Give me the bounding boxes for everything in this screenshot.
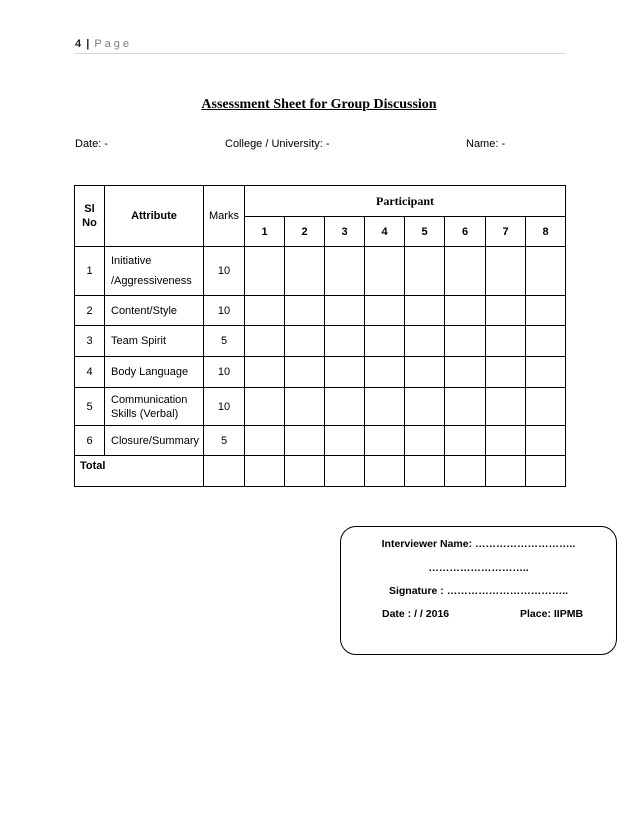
score-cell[interactable] xyxy=(325,388,365,426)
score-cell[interactable] xyxy=(325,247,365,296)
marks-cell: 10 xyxy=(204,357,245,388)
total-score-cell[interactable] xyxy=(325,456,365,487)
col-header-participant: Participant xyxy=(245,186,566,217)
score-cell[interactable] xyxy=(245,357,285,388)
col-header-attribute: Attribute xyxy=(105,186,204,247)
score-cell[interactable] xyxy=(245,326,285,357)
score-cell[interactable] xyxy=(285,296,325,326)
date-field: Date: - xyxy=(75,138,109,150)
marks-cell: 10 xyxy=(204,296,245,326)
score-cell[interactable] xyxy=(445,296,486,326)
marks-cell: 5 xyxy=(204,426,245,456)
attribute-cell: Communication Skills (Verbal) xyxy=(105,388,204,426)
score-cell[interactable] xyxy=(405,357,445,388)
score-cell[interactable] xyxy=(245,247,285,296)
score-cell[interactable] xyxy=(325,357,365,388)
name-field: Name: - xyxy=(466,138,506,150)
score-cell[interactable] xyxy=(245,388,285,426)
score-cell[interactable] xyxy=(325,426,365,456)
participant-number: 2 xyxy=(285,217,325,247)
date-line: Date : / / 2016 xyxy=(382,608,450,620)
total-row xyxy=(75,456,566,487)
score-cell[interactable] xyxy=(526,326,566,357)
score-cell[interactable] xyxy=(365,357,405,388)
score-cell[interactable] xyxy=(365,388,405,426)
score-cell[interactable] xyxy=(486,326,526,357)
score-cell[interactable] xyxy=(365,296,405,326)
score-cell[interactable] xyxy=(526,388,566,426)
score-cell[interactable] xyxy=(405,296,445,326)
participant-number: 7 xyxy=(486,217,526,247)
sl-cell: 4 xyxy=(75,357,105,388)
sl-cell: 3 xyxy=(75,326,105,357)
header-rule xyxy=(74,53,566,54)
score-cell[interactable] xyxy=(365,426,405,456)
interviewer-name-continuation: ……………………….. xyxy=(428,562,529,574)
document-title: Assessment Sheet for Group Discussion xyxy=(201,97,437,112)
participant-number: 6 xyxy=(445,217,486,247)
total-score-cell[interactable] xyxy=(526,456,566,487)
participant-number: 3 xyxy=(325,217,365,247)
score-cell[interactable] xyxy=(486,296,526,326)
total-score-cell[interactable] xyxy=(405,456,445,487)
score-cell[interactable] xyxy=(365,326,405,357)
score-cell[interactable] xyxy=(486,247,526,296)
total-score-cell[interactable] xyxy=(365,456,405,487)
page-header xyxy=(75,38,132,50)
college-field: College / University: - xyxy=(225,138,330,150)
assessment-table xyxy=(74,185,566,487)
score-cell[interactable] xyxy=(445,426,486,456)
marks-cell: 10 xyxy=(204,247,245,296)
table-row xyxy=(75,388,566,426)
marks-cell: 5 xyxy=(204,326,245,357)
sl-cell: 2 xyxy=(75,296,105,326)
participant-number: 5 xyxy=(405,217,445,247)
score-cell[interactable] xyxy=(285,426,325,456)
score-cell[interactable] xyxy=(285,247,325,296)
score-cell[interactable] xyxy=(405,247,445,296)
attribute-cell: Closure/Summary xyxy=(105,426,204,456)
attribute-cell: Content/Style xyxy=(105,296,204,326)
sl-cell: 1 xyxy=(75,247,105,296)
score-cell[interactable] xyxy=(285,357,325,388)
marks-cell: 10 xyxy=(204,388,245,426)
score-cell[interactable] xyxy=(486,426,526,456)
header-separator: | xyxy=(86,38,90,50)
score-cell[interactable] xyxy=(365,247,405,296)
score-cell[interactable] xyxy=(526,296,566,326)
score-cell[interactable] xyxy=(245,426,285,456)
total-marks-cell[interactable] xyxy=(204,456,245,487)
page-word: Page xyxy=(94,38,133,50)
score-cell[interactable] xyxy=(526,426,566,456)
table-header-row xyxy=(75,186,566,217)
score-cell[interactable] xyxy=(486,357,526,388)
attribute-cell: Body Language xyxy=(105,357,204,388)
participant-number: 4 xyxy=(365,217,405,247)
total-score-cell[interactable] xyxy=(486,456,526,487)
table-row xyxy=(75,296,566,326)
score-cell[interactable] xyxy=(445,326,486,357)
score-cell[interactable] xyxy=(526,247,566,296)
score-cell[interactable] xyxy=(445,247,486,296)
total-score-cell[interactable] xyxy=(285,456,325,487)
score-cell[interactable] xyxy=(405,388,445,426)
table-row xyxy=(75,426,566,456)
interviewer-name-line: Interviewer Name: ……………………….. xyxy=(381,538,576,550)
participant-number: 1 xyxy=(245,217,285,247)
total-score-cell[interactable] xyxy=(445,456,486,487)
score-cell[interactable] xyxy=(486,388,526,426)
score-cell[interactable] xyxy=(325,296,365,326)
attribute-cell: Team Spirit xyxy=(105,326,204,357)
score-cell[interactable] xyxy=(245,296,285,326)
participant-number: 8 xyxy=(526,217,566,247)
table-row xyxy=(75,357,566,388)
score-cell[interactable] xyxy=(445,388,486,426)
table-row xyxy=(75,247,566,296)
place-line: Place: IIPMB xyxy=(520,608,584,620)
score-cell[interactable] xyxy=(445,357,486,388)
col-header-sl: Sl No xyxy=(75,186,105,247)
attribute-cell: Initiative /Aggressiveness xyxy=(105,247,204,296)
interviewer-signoff-box xyxy=(340,526,617,655)
page-number: 4 xyxy=(75,38,82,50)
score-cell[interactable] xyxy=(285,388,325,426)
total-score-cell[interactable] xyxy=(245,456,285,487)
sl-cell: 5 xyxy=(75,388,105,426)
signature-line: Signature : …………………………….. xyxy=(388,585,569,597)
score-cell[interactable] xyxy=(405,326,445,357)
sl-cell: 6 xyxy=(75,426,105,456)
score-cell[interactable] xyxy=(325,326,365,357)
col-header-marks: Marks xyxy=(204,186,245,247)
score-cell[interactable] xyxy=(405,426,445,456)
total-label: Total xyxy=(75,456,204,487)
score-cell[interactable] xyxy=(526,357,566,388)
table-row xyxy=(75,326,566,357)
score-cell[interactable] xyxy=(285,326,325,357)
